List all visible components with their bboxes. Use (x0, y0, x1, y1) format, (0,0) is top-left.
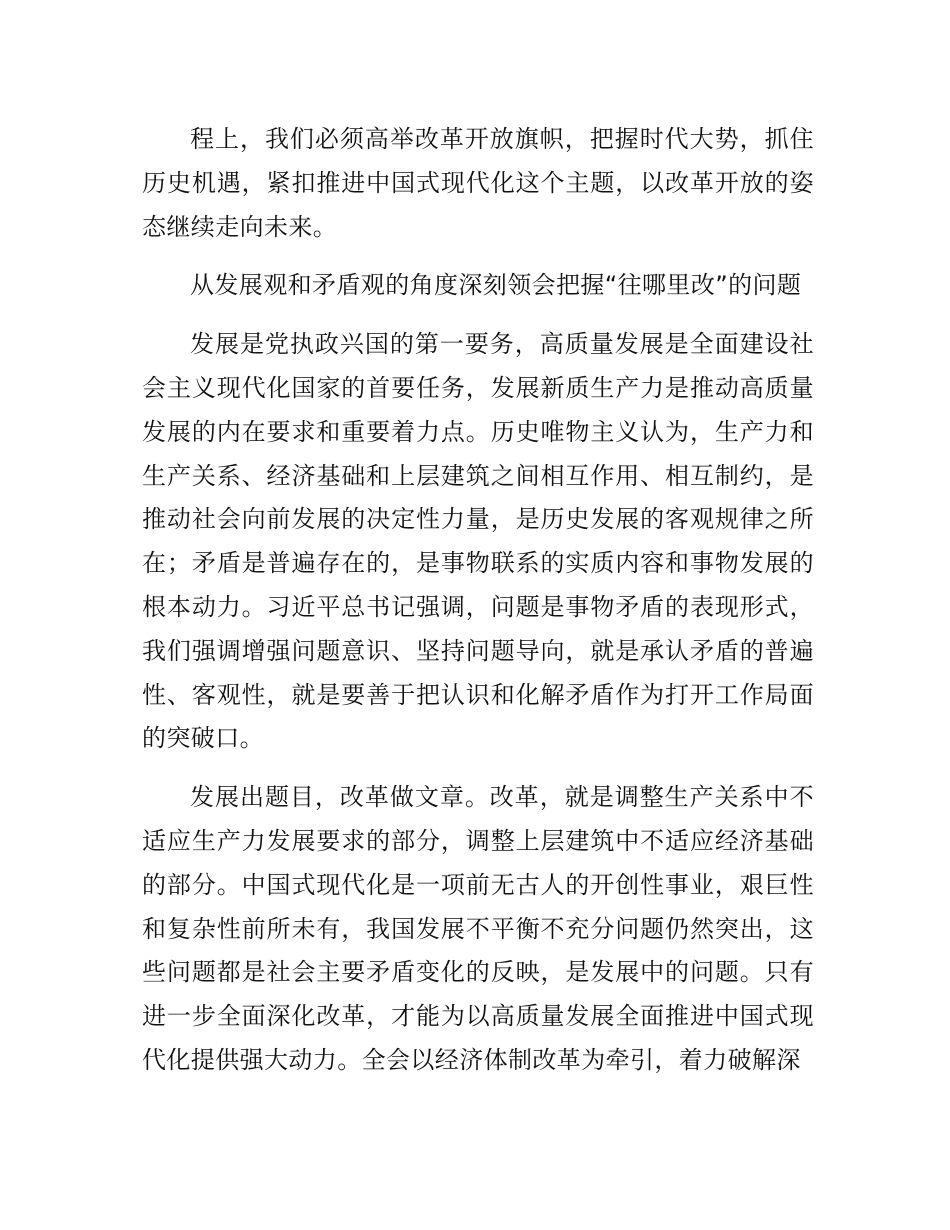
paragraph-1: 程上，我们必须高举改革开放旗帜，把握时代大势，抓住历史机遇，紧扣推进中国式现代化这个主题，以改革开放的姿态继续走向未来。 (142, 125, 814, 241)
section-heading: 从发展观和矛盾观的角度深刻领会把握“往哪里改”的问题 (190, 271, 802, 300)
document-body (142, 118, 814, 1098)
paragraph-2: 发展是党执政兴国的第一要务，高质量发展是全面建设社会主义现代化国家的首要任务，发展新质生产力是推动高质量发展的内在要求和重要着力点。历史唯物主义认为，生产力和生产关系、经济基础和上层建筑之间相互作用、相互制约，是推动社会向前发展的决定性力量，是历史发展的客观规律之所在；矛盾是普遍存在的，是事物联系的实质内容和事物发展的根本动力。习近平总书记强调，问题是事物矛盾的表现形式，我们强调增强问题意识、坚持问题导向，就是承认矛盾的普遍性、客观性，就是要善于把认识和化解矛盾作为打开工作局面的突破口。 (142, 330, 814, 753)
paragraph-3: 发展出题目，改革做文章。改革，就是调整生产关系中不适应生产力发展要求的部分，调整上层建筑中不适应经济基础的部分。中国式现代化是一项前无古人的开创性事业，艰巨性和复杂性前所未有，我国发展不平衡不充分问题仍然突出，这些问题都是社会主要矛盾变化的反映，是发展中的问题。只有进一步全面深化改革，才能为以高质量发展全面推进中国式现代化提供强大动力。全会以经济体制改革为牵引，着力破解深 (142, 783, 814, 1074)
